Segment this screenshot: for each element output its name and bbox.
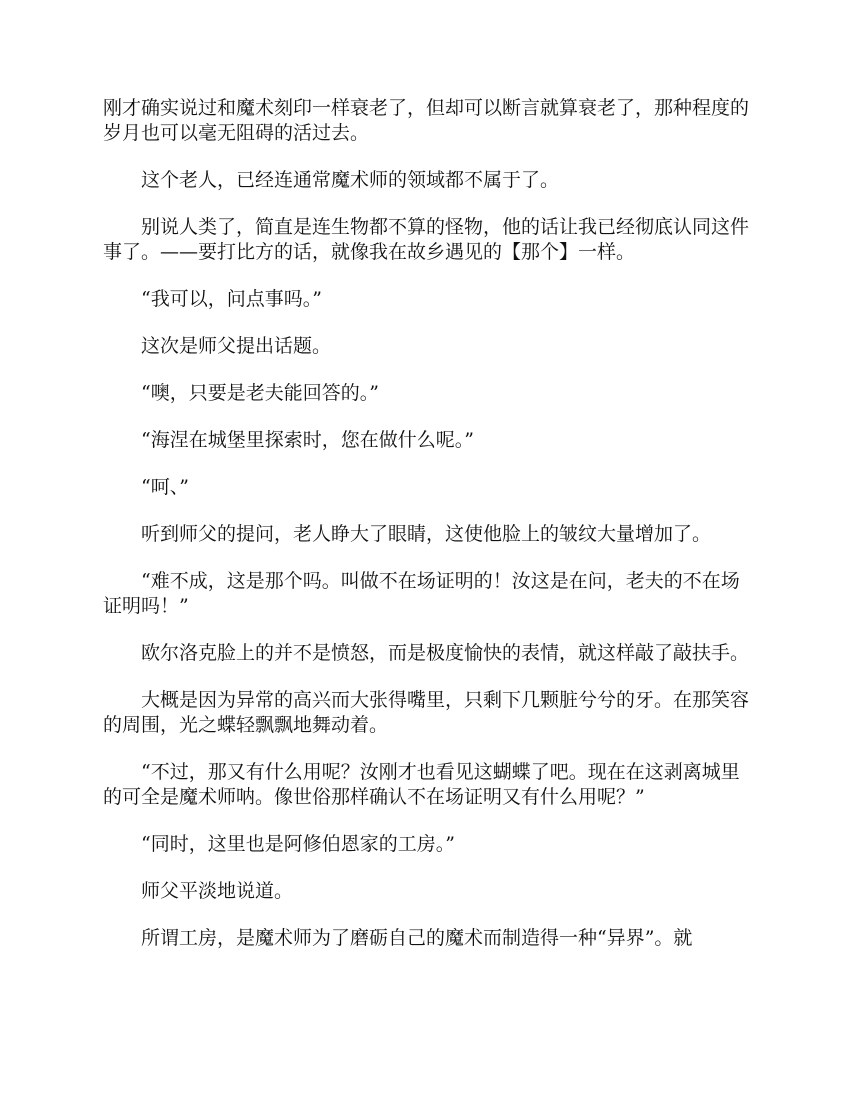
paragraph: “不过，那又有什么用呢？汝刚才也看见这蝴蝶了吧。现在在这剥离城里的可全是魔术师呐。像世俗那样确认不在场证明又有什么用呢？” <box>103 761 740 808</box>
paragraph: “呵、” <box>141 476 189 498</box>
paragraph: “难不成，这是那个吗。叫做不在场证明的！汝这是在问，老夫的不在场证明吗！” <box>103 570 740 617</box>
paragraph: 大概是因为异常的高兴而大张得嘴里，只剩下几颗脏兮兮的牙。在那笑容的周围，光之蝶轻飘飘地舞动着。 <box>103 689 750 736</box>
paragraph: 师父平淡地说道。 <box>141 880 294 902</box>
paragraph: 欧尔洛克脸上的并不是愤怒，而是极度愉快的表情，就这样敲了敲扶手。 <box>141 642 750 664</box>
body-text <box>103 96 751 973</box>
paragraph: 刚才确实说过和魔术刻印一样衰老了，但却可以断言就算衰老了，那种程度的岁月也可以毫无阻碍的活过去。 <box>103 97 750 144</box>
paragraph: 这个老人，已经连通常魔术师的领域都不属于了。 <box>141 169 560 191</box>
paragraph: “噢，只要是老夫能回答的。” <box>141 382 379 404</box>
paragraph: “海涅在城堡里探索时，您在做什么呢。” <box>141 429 474 451</box>
paragraph: 别说人类了，简直是连生物都不算的怪物，他的话让我已经彻底认同这件事了。——要打比方的话，就像我在故乡遇见的【那个】一样。 <box>103 216 750 263</box>
paragraph: 这次是师父提出话题。 <box>141 335 332 357</box>
paragraph: 所谓工房，是魔术师为了磨砺自己的魔术而制造得一种“异界”。就 <box>141 927 693 949</box>
paragraph: “我可以，问点事吗。” <box>141 288 322 310</box>
paragraph: “同时，这里也是阿修伯恩家的工房。” <box>141 833 455 855</box>
paragraph: 听到师父的提问，老人睁大了眼睛，这使他脸上的皱纹大量增加了。 <box>141 523 712 545</box>
